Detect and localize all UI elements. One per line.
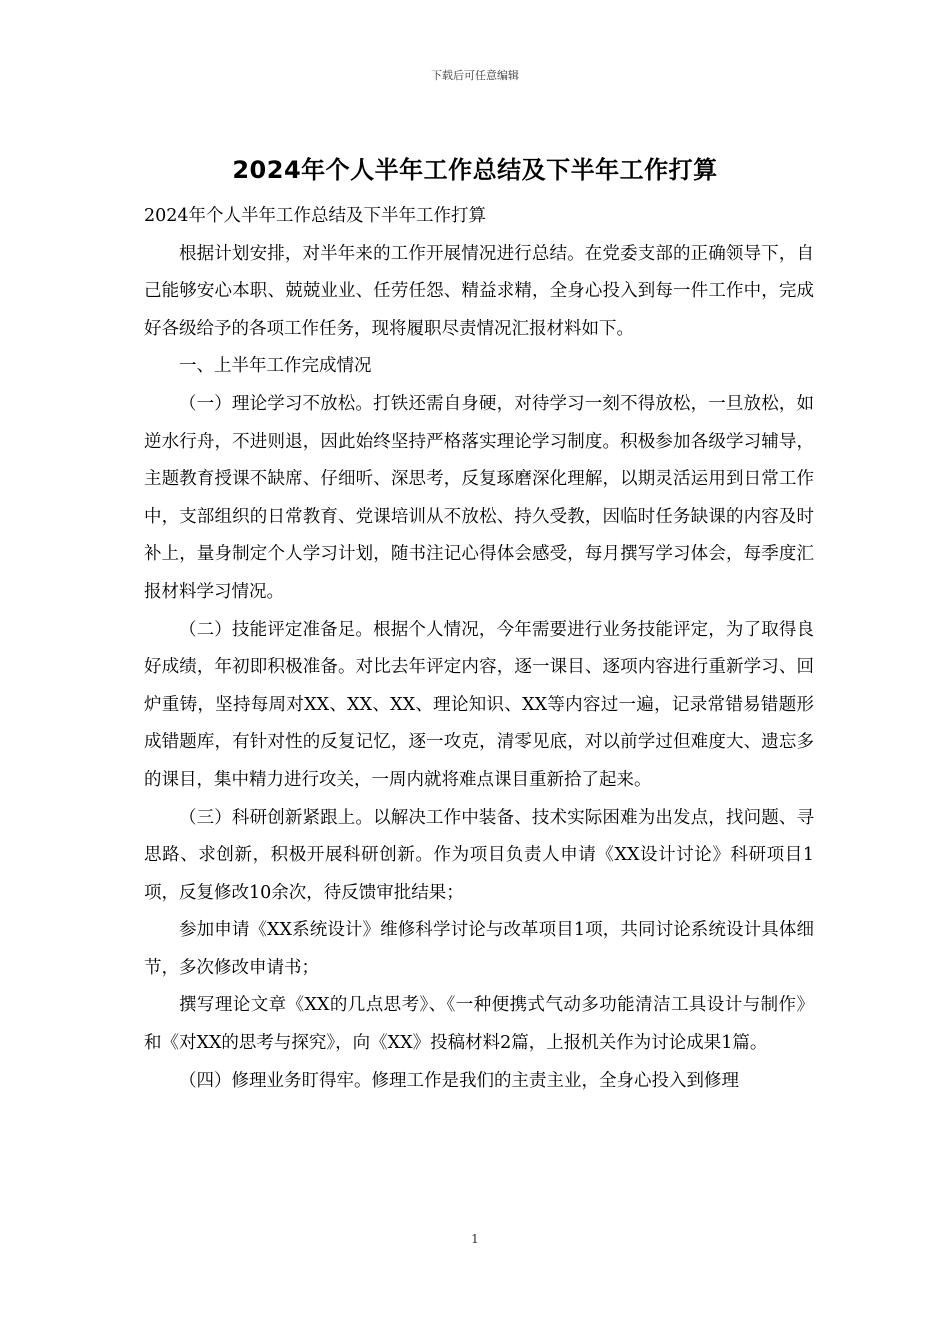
paragraph-intro: 根据计划安排，对半年来的工作开展情况进行总结。在党委支部的正确领导下，自己能够安心本职、兢兢业业、任劳任怨、精益求精，全身心投入到每一件工作中，完成好各级给予的各项工作任务，现将履职尽责情况汇报材料如下。 [144,243,814,339]
paragraph-theory-study: （一）理论学习不放松。打铁还需自身硬，对待学习一刻不得放松，一旦放松，如逆水行舟，不进则退，因此始终坚持严格落实理论学习制度。积极参加各级学习辅导，主题教育授课不缺席、仔细听、深思考，反复琢磨深化理解，以期灵活运用到日常工作中，支部组织的日常教育、党课培训从不放松、持久受教，因临时任务缺课的内容及时补上，量身制定个人学习计划，随书注记心得体会感受，每月撰写学习体会，每季度汇报材料学习情况。 [144,393,814,602]
document-title: 2024年个人半年工作总结及下半年工作打算 [232,156,718,184]
document-body [144,198,814,1100]
paragraph-skill-assessment: （二）技能评定准备足。根据个人情况，今年需要进行业务技能评定，为了取得良好成绩，年初即积极准备。对比去年评定内容，逐一课目、逐项内容进行重新学习、回炉重铸，坚持每周对XX、XX、XX、理论知识、XX等内容过一遍，记录常错易错题形成错题库，有针对性的反复记忆，逐一攻克，清零见底，对以前学过但难度大、遗忘多的课目，集中精力进行攻关，一周内就将难点课目重新拾了起来。 [144,619,814,790]
paragraph-system-design: 参加申请《XX系统设计》维修科学讨论与改革项目1项，共同讨论系统设计具体细节，多次修改申请书； [144,920,814,978]
paragraph-theory-articles: 撰写理论文章《XX的几点思考》、《一种便携式气动多功能清洁工具设计与制作》和《对XX的思考与探究》，向《XX》投稿材料2篇，上报机关作为讨论成果1篇。 [144,995,814,1054]
page-number: 1 [471,1232,479,1246]
document-subtitle: 2024年个人半年工作总结及下半年工作打算 [144,206,487,226]
section-heading-1: 一、上半年工作完成情况 [179,356,372,377]
paragraph-research-innovation: （三）科研创新紧跟上。以解决工作中装备、技术实际困难为出发点，找问题、寻思路、求创新，积极开展科研创新。作为项目负责人申请《XX设计讨论》科研项目1项，反复修改10余次，待反馈审批结果； [144,807,814,903]
paragraph-repair-work: （四）修理业务盯得牢。修理工作是我们的主责主业，全身心投入到修理 [179,1070,739,1091]
header-note: 下载后可任意编辑 [431,69,519,82]
